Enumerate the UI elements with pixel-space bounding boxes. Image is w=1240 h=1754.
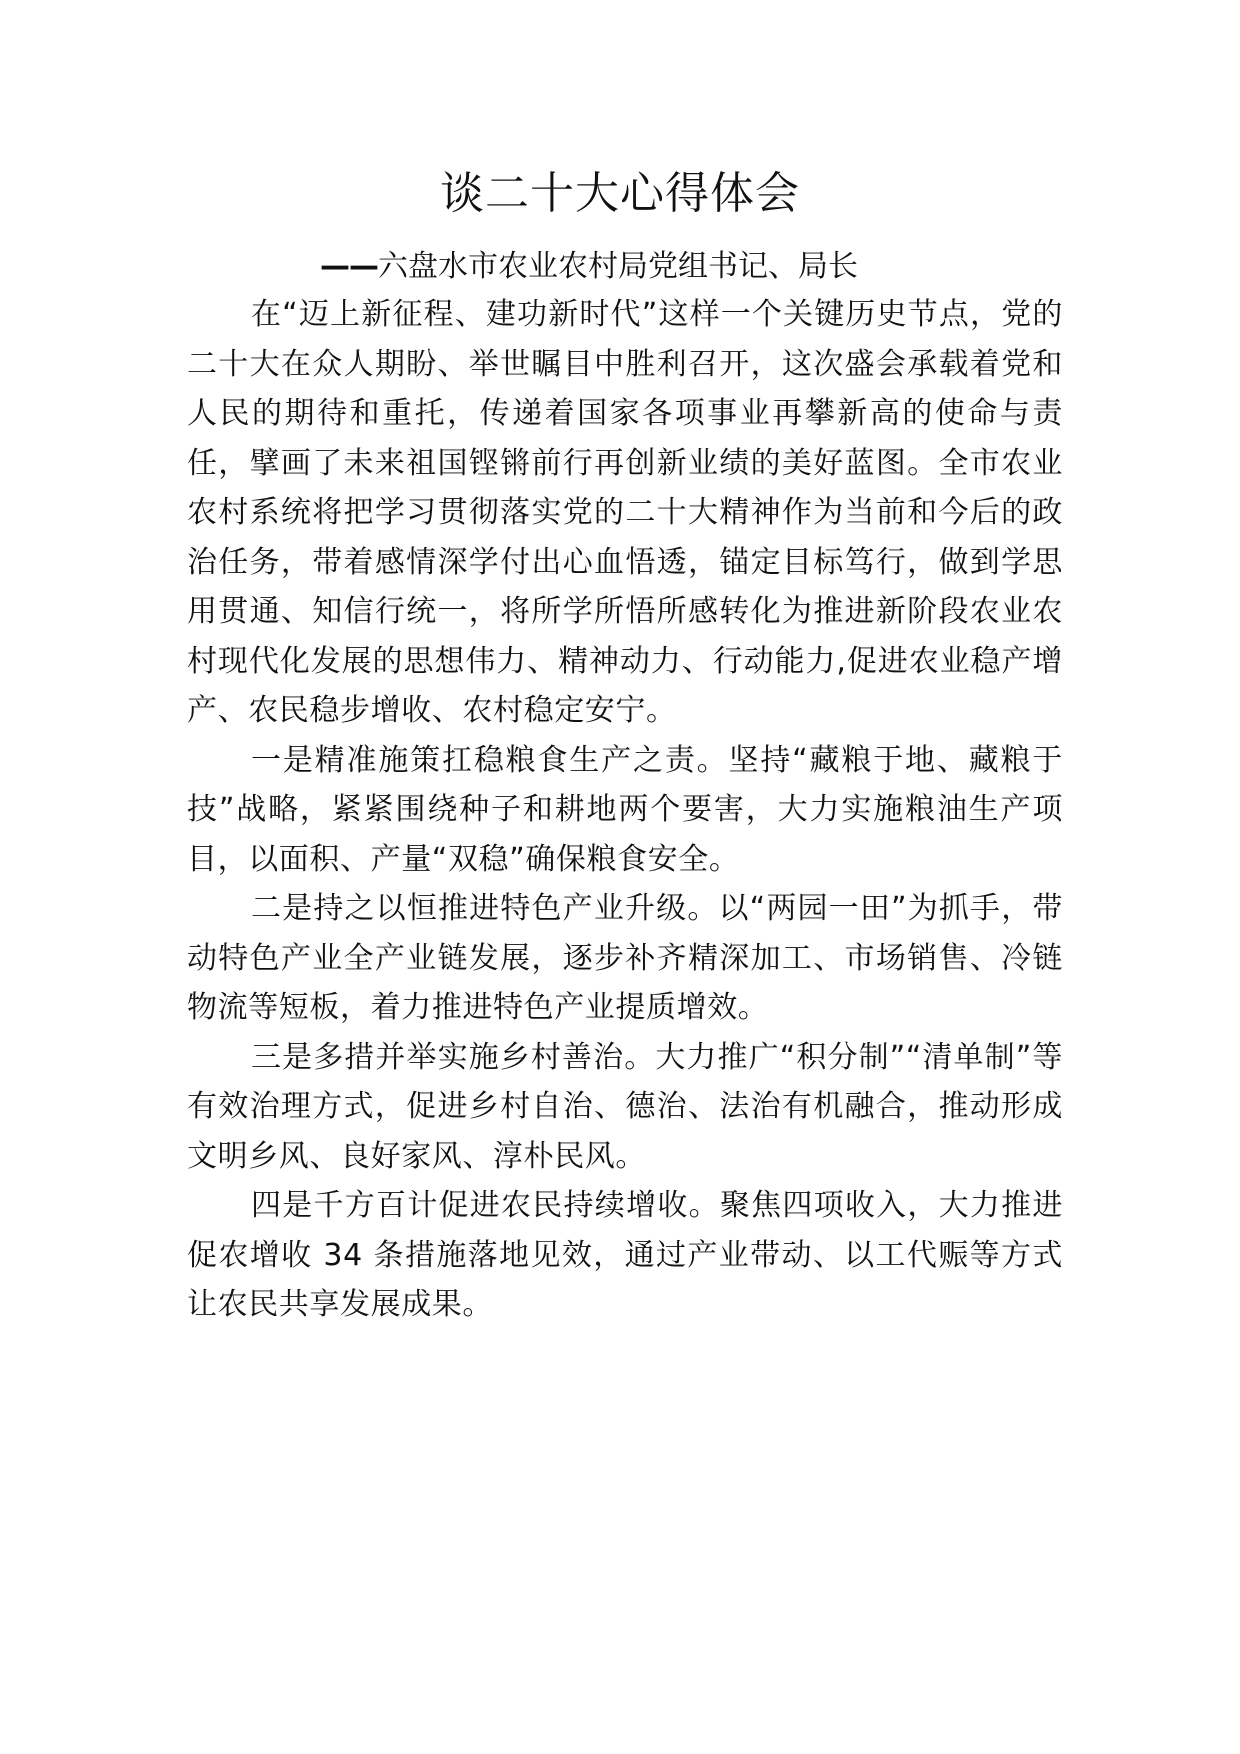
document-body: [187, 290, 1063, 1330]
document-subtitle: [320, 245, 1080, 289]
paragraph-point-4: 四是千方百计促进农民持续增收。聚焦四项收入，大力推进促农增收 34 条措施落地见效，通过产业带动、以工代赈等方式让农民共享发展成果。: [187, 1188, 1063, 1322]
paragraph-intro: 在“迈上新征程、建功新时代”这样一个关键历史节点，党的二十大在众人期盼、举世瞩目中胜利召开，这次盛会承载着党和人民的期待和重托，传递着国家各项事业再攀新高的使命与责任，擘画了未来祖国铿锵前行再创新业绩的美好蓝图。全市农业农村系统将把学习贯彻落实党的二十大精神作为当前和今后的政治任务，带着感情深学付出心血悟透，锚定目标笃行，做到学思用贯通、知信行统一，将所学所悟所感转化为推进新阶段农业农村现代化发展的思想伟力、精神动力、行动能力,促进农业稳产增产、农民稳步增收、农村稳定安宁。: [187, 297, 1063, 728]
paragraph-point-3: 三是多措并举实施乡村善治。大力推广“积分制”“清单制”等有效治理方式，促进乡村自治、德治、法治有机融合，推动形成文明乡风、良好家风、淳朴民风。: [187, 1039, 1063, 1174]
subtitle-dash: ——: [320, 249, 378, 284]
paragraph-point-1: 一是精准施策扛稳粮食生产之责。坚持“藏粮于地、藏粮于技”战略，紧紧围绕种子和耕地两个要害，大力实施粮油生产项目，以面积、产量“双稳”确保粮食安全。: [187, 742, 1063, 877]
subtitle-text: 六盘水市农业农村局党组书记、局长: [378, 249, 858, 284]
paragraph-point-2: 二是持之以恒推进特色产业升级。以“两园一田”为抓手，带动特色产业全产业链发展，逐步补齐精深加工、市场销售、冷链物流等短板，着力推进特色产业提质增效。: [187, 891, 1063, 1025]
document-title: 谈二十大心得体会: [440, 168, 800, 219]
